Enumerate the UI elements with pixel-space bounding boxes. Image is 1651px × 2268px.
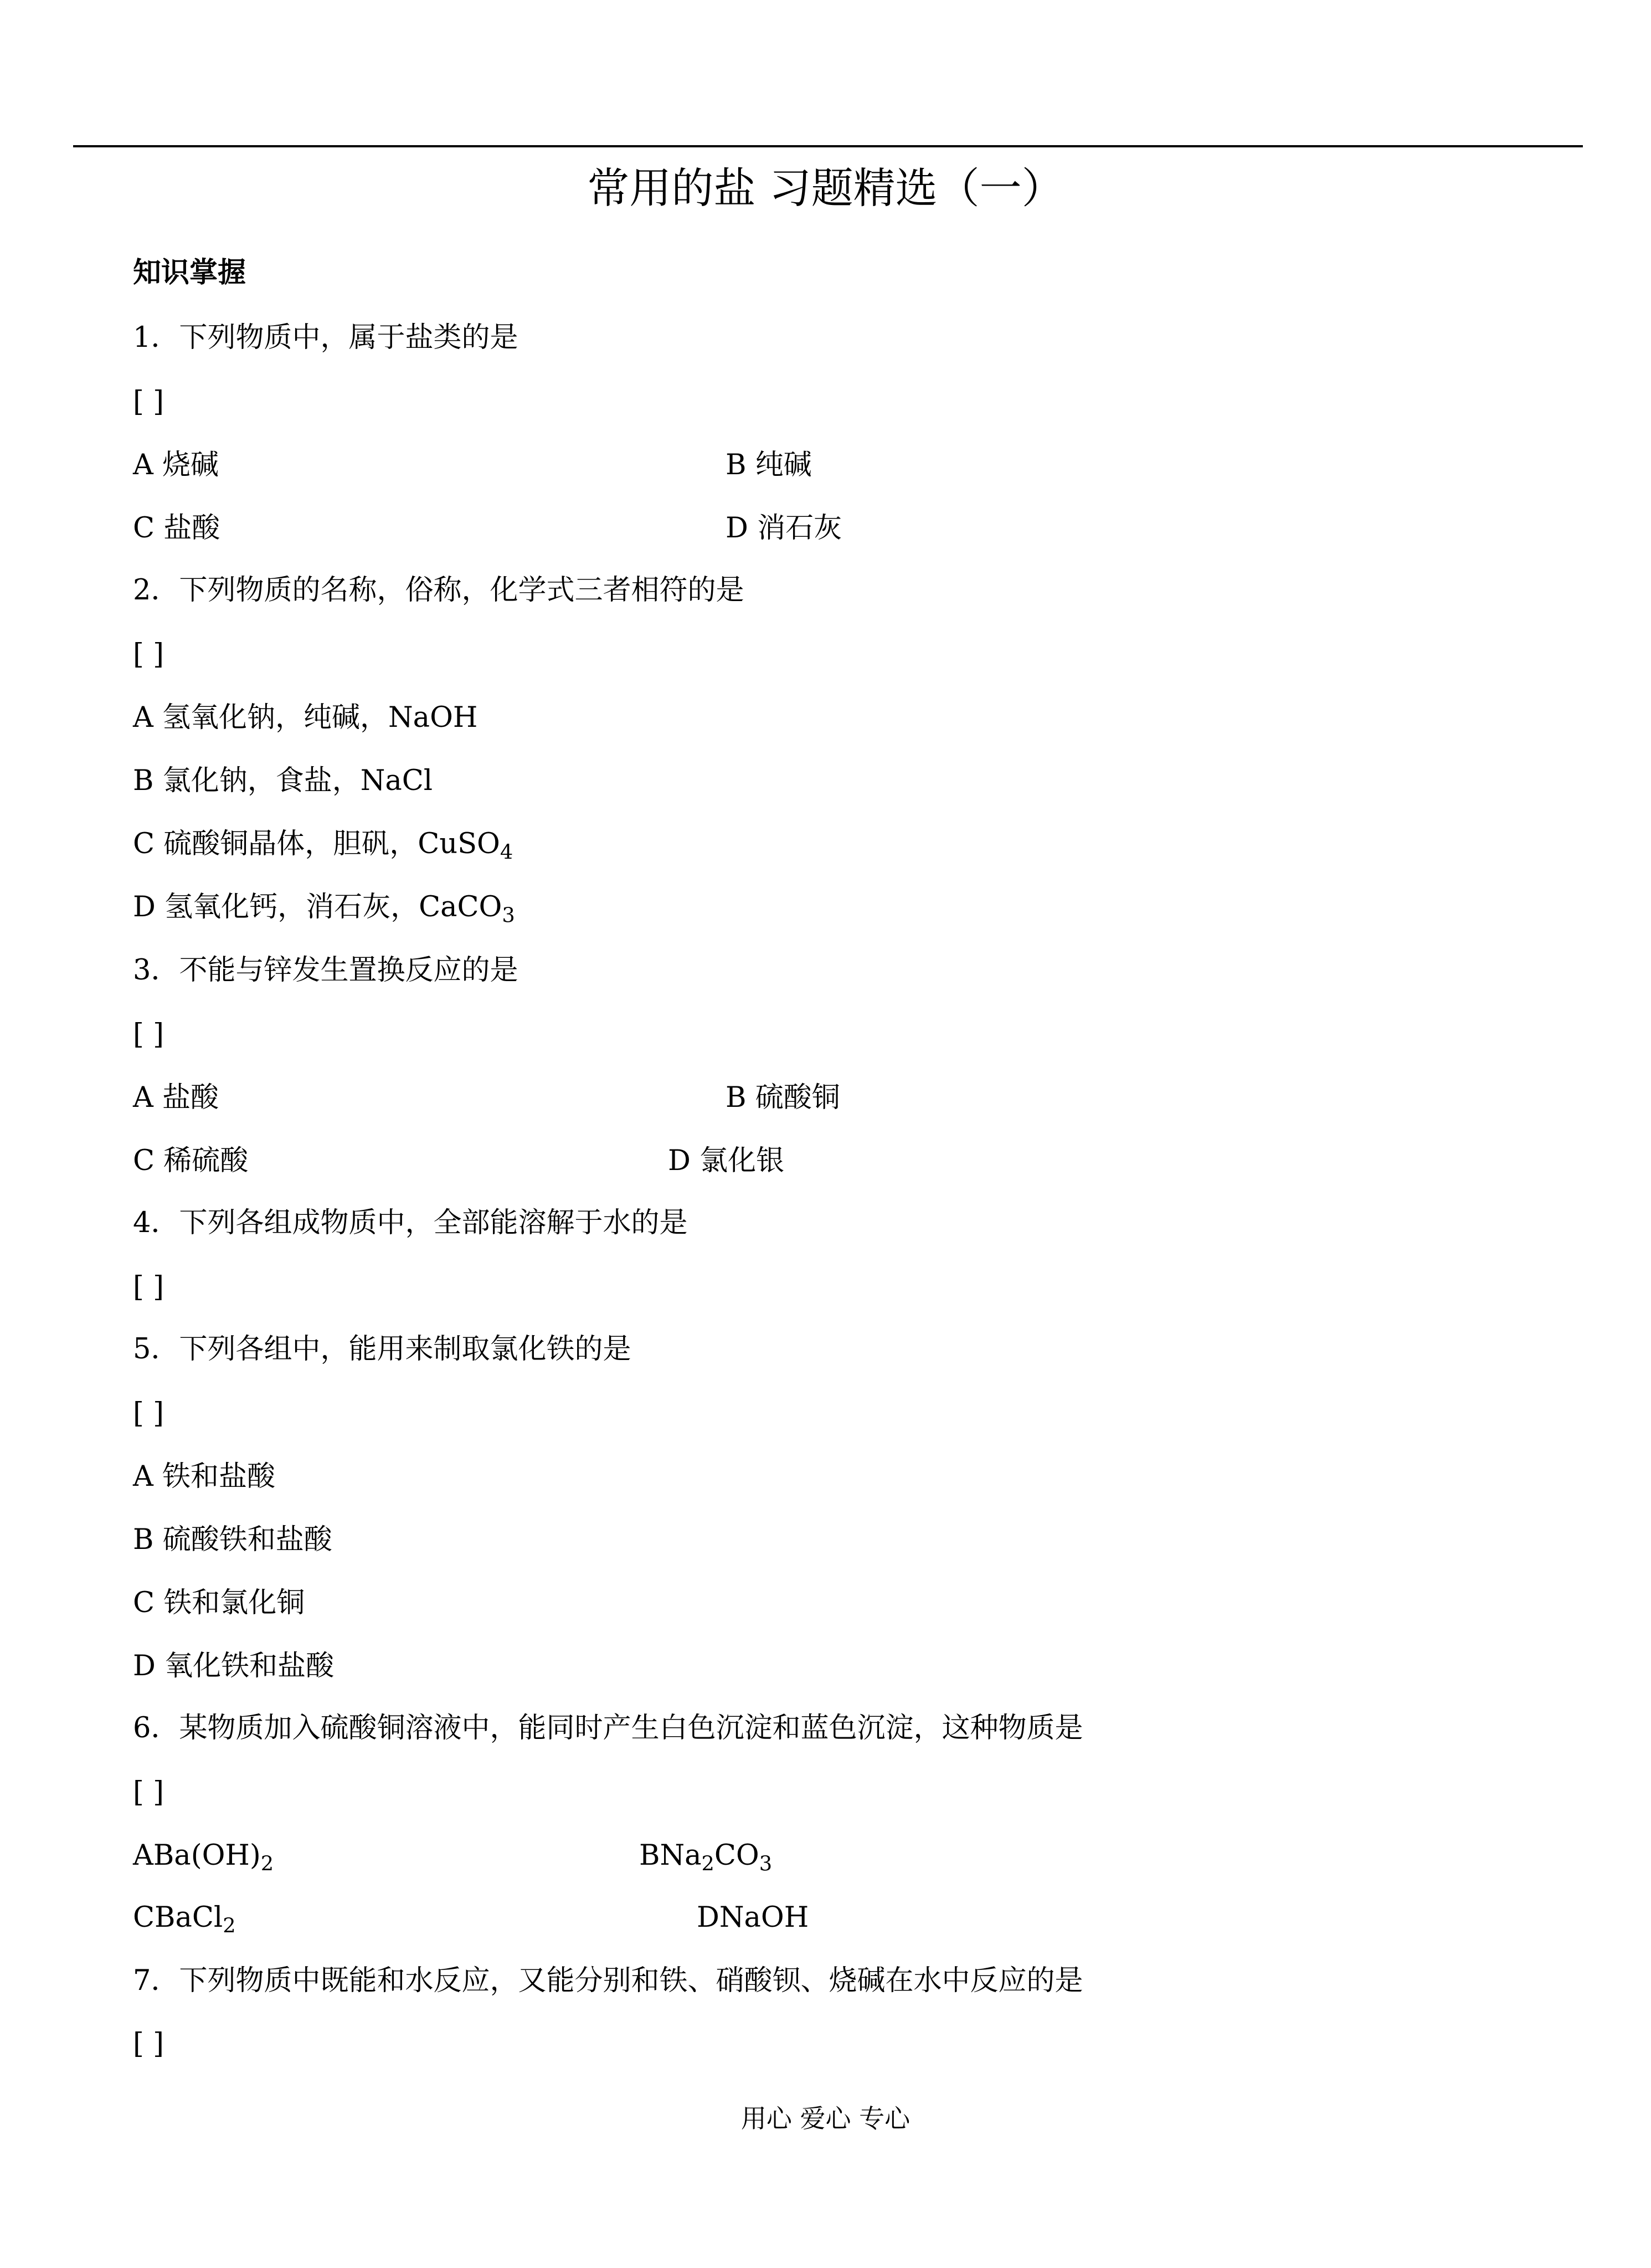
answer-bracket-1: [ ] (133, 386, 164, 418)
q1-option-c: C 盐酸 (133, 512, 220, 545)
q5-option-c: C 铁和氯化铜 (133, 1587, 305, 1619)
q3-option-c: C 稀硫酸 (133, 1145, 249, 1177)
q2-option-b: B 氯化钠，食盐，NaCl (133, 764, 433, 797)
answer-bracket-2: [ ] (133, 638, 164, 671)
q3-option-b: B 硫酸铜 (726, 1081, 840, 1114)
answer-bracket-6: [ ] (133, 1776, 164, 1809)
page-footer: 用心 爱心 专心 (740, 2103, 911, 2133)
q6-option-c: CBaCl$_2$ (133, 1901, 236, 1938)
q1-option-b: B 纯碱 (726, 449, 812, 481)
question-6: 6．某物质加入硫酸铜溶液中，能同时产生白色沉淀和蓝色沉淀，这种物质是 (133, 1712, 1083, 1744)
question-2: 2．下列物质的名称，俗称，化学式三者相符的是 (133, 574, 744, 607)
question-1: 1．下列物质中，属于盐类的是 (133, 321, 518, 354)
q2-option-d: D 氢氧化钙，消石灰，CaCO$_3$ (133, 891, 515, 927)
answer-bracket-5: [ ] (133, 1397, 164, 1430)
page-title: 常用的盐 习题精选（一） (587, 163, 1064, 213)
q5-option-d: D 氧化铁和盐酸 (133, 1650, 335, 1682)
q5-option-a: A 铁和盐酸 (133, 1460, 276, 1493)
q6-option-a: $ABa(OH)_2$ (133, 1839, 274, 1876)
q2-option-a: A 氢氧化钠，纯碱，NaOH (133, 701, 478, 734)
q6-option-b: $BNa_2CO_3$ (639, 1839, 773, 1876)
q1-option-a: A 烧碱 (133, 449, 219, 481)
answer-bracket-7: [ ] (133, 2028, 164, 2060)
section-heading: 知识掌握 (133, 256, 246, 289)
q3-option-d: D 氯化银 (668, 1145, 785, 1177)
question-4: 4．下列各组成物质中，全部能溶解于水的是 (133, 1207, 688, 1239)
question-7: 7．下列物质中既能和水反应，又能分别和铁、硝酸钡、烧碱在水中反应的是 (133, 1964, 1083, 1997)
question-5: 5．下列各组中，能用来制取氯化铁的是 (133, 1333, 631, 1366)
q2-option-c: C 硫酸铜晶体，胆矾，CuSO$_4$ (133, 828, 513, 864)
q6-option-d: DNaOH (697, 1901, 809, 1934)
answer-bracket-4: [ ] (133, 1271, 164, 1304)
question-3: 3．不能与锌发生置换反应的是 (133, 954, 518, 987)
q1-option-d: D 消石灰 (726, 512, 842, 545)
q3-option-a: A 盐酸 (133, 1081, 219, 1114)
answer-bracket-3: [ ] (133, 1018, 164, 1051)
q5-option-b: B 硫酸铁和盐酸 (133, 1523, 332, 1556)
header-rule (73, 145, 1583, 147)
